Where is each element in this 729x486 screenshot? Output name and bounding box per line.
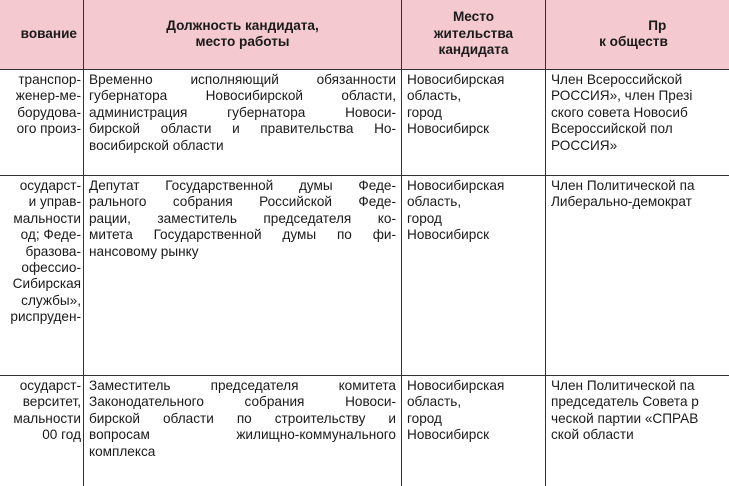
affiliation-cell: Член Всероссийской РОССИЯ», член Презі ского совета Новосиб Всероссийской пол РОССИЯ» [546,70,729,176]
header-affiliation: Пр к обществ [546,0,729,70]
header-position: Должность кандидата, место работы [84,0,402,70]
table-row [0,70,729,176]
affiliation-cell: Член Политической па председатель Совета р ческой партии «СПРАВ ской области [546,376,729,486]
header-row [0,0,729,70]
header-residence: Место жительства кандидата [402,0,546,70]
residence-cell: Новосибирская область, город Новосибирск [402,176,546,376]
position-cell: Временно исполняющий обязанности губернатора Новосибирской области, администрация губернатора Новоси- бирской области и правительства Но- восибирской области [84,70,402,176]
affiliation-cell: Член Политической па Либерально-демократ [546,176,729,376]
table-row [0,176,729,376]
residence-cell: Новосибирская область, город Новосибирск [402,70,546,176]
education-cell: осударст- и управ- мальности од; Феде- бразова- офессио- Сибирская службы», риспруден- [0,176,84,376]
table-row [0,376,729,486]
position-cell: Заместитель председателя комитета Законодательного собрания Новоси- бирской области по строительству и вопросам жилищно-коммунального комплекса [84,376,402,486]
position-cell: Депутат Государственной думы Феде- рального собрания Российской Феде- рации, заместитель председателя ко- митета Государственной думы по фи- нансовому рынку [84,176,402,376]
table-header [0,0,729,70]
residence-cell: Новосибирская область, город Новосибирск [402,376,546,486]
education-cell: осударст- верситет, мальности 00 год [0,376,84,486]
education-cell: транспор- женер-ме- борудова- ого произ- [0,70,84,176]
header-education: вование [0,0,84,70]
